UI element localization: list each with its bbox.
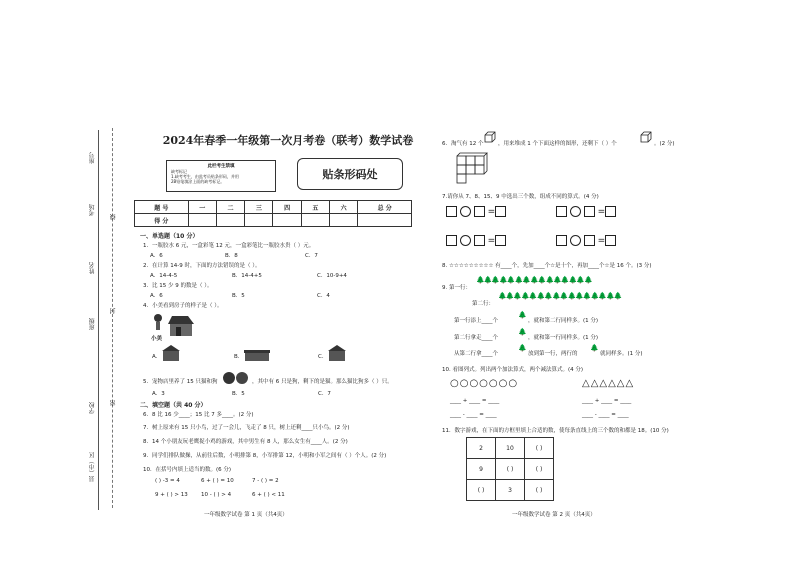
house-view-b-icon bbox=[242, 344, 272, 362]
blank-square[interactable] bbox=[584, 206, 595, 217]
fill-question-6: 6．8 比 16 少____；15 比 7 多____。(2 分) bbox=[143, 412, 254, 418]
question-2: 2．在计算 14-9 时，下面的方法错误的是（ ）。 bbox=[143, 263, 261, 269]
question-3: 3．比 15 少 9 的数是（ ）。 bbox=[143, 283, 213, 289]
tree-icon: 🌲 bbox=[518, 344, 527, 352]
cut-mark-seal: 封 bbox=[110, 308, 117, 314]
circles-group: ○○○○○○○ bbox=[450, 378, 519, 389]
q1-option-b: B．8 bbox=[225, 253, 238, 259]
score-row-label: 得 分 bbox=[135, 214, 189, 227]
r-q10-eq-3: ____ - ____ = ____ bbox=[450, 412, 497, 418]
seat-number-label: 座号 bbox=[89, 152, 96, 164]
equation-template-3: = bbox=[446, 235, 506, 246]
r-question-6-end: 。(2 分) bbox=[654, 141, 675, 147]
page-2-footer: 一年级数学试卷 第 2 页（共4页） bbox=[512, 512, 596, 518]
grid-cell: 9 bbox=[467, 459, 496, 480]
f10-eq-3: 7 - ( ) = 2 bbox=[252, 478, 279, 484]
sidebar-line bbox=[98, 130, 99, 510]
blank-square[interactable] bbox=[446, 206, 457, 217]
fill-question-10: 10．在括号内填上适当的数。(6 分) bbox=[143, 467, 232, 473]
r-q10-eq-2: ____ + ____ = ____ bbox=[582, 398, 632, 404]
notice-line-1: 缺考标记 bbox=[171, 169, 187, 174]
score-header: 总 分 bbox=[358, 201, 412, 214]
tree-row-1-icons: 🌲🌲🌲🌲🌲🌲🌲🌲🌲🌲🌲🌲🌲🌲🌲 bbox=[476, 276, 592, 284]
r-question-7: 7.请你从 7、8、15、9 中选出三个数，组成不同的算式。(4 分) bbox=[442, 194, 599, 200]
score-header: 五 bbox=[301, 201, 329, 214]
f10-eq-5: 10 - ( ) > 4 bbox=[201, 492, 232, 498]
r-q9-line-2: 第二行拿走____个 bbox=[454, 335, 499, 341]
r-q10-eq-4: ____ - ____ = ____ bbox=[582, 412, 629, 418]
blank-square[interactable] bbox=[605, 206, 616, 217]
operator-circle[interactable] bbox=[460, 235, 471, 246]
score-header: 三 bbox=[245, 201, 273, 214]
score-cell bbox=[273, 214, 301, 227]
score-header: 题 号 bbox=[135, 201, 189, 214]
question-5: 5．宠物店里养了 15 只猫和狗 bbox=[143, 379, 218, 385]
blank-square[interactable] bbox=[556, 235, 567, 246]
notice-heading: 此栏考生禁填 bbox=[207, 164, 235, 169]
score-header: 一 bbox=[188, 201, 216, 214]
stacked-cubes-figure bbox=[455, 150, 489, 184]
r-q9-line-1-tail: ，就和第二行同样多。(1 分) bbox=[528, 318, 599, 324]
page-1-footer: 一年级数学试卷 第 1 页（共4页） bbox=[204, 512, 288, 518]
grid-cell[interactable]: ( ) bbox=[525, 459, 554, 480]
tree-icon: 🌲 bbox=[518, 311, 527, 319]
question-4: 4．小美看到房子的样子是（ ）。 bbox=[143, 303, 223, 309]
section-1-heading: 一、单选题（10 分） bbox=[140, 233, 199, 240]
blank-square[interactable] bbox=[474, 206, 485, 217]
operator-circle[interactable] bbox=[570, 206, 581, 217]
exam-room-label: 考场 bbox=[89, 204, 96, 216]
q3-option-a: A．6 bbox=[150, 293, 163, 299]
fill-question-8: 8．14 个小朋友玩老鹰捉小鸡的游戏，其中男生有 8 人，那么女生有____人。(2 分) bbox=[143, 439, 348, 445]
grid-cell: 10 bbox=[496, 438, 525, 459]
q2-option-a: A．14-4-5 bbox=[150, 273, 178, 279]
fill-question-9: 9．同学们排队做操，从前往后数，小明排第 8，小军排第 12，小明和小军之间有（ ）个人。(2 分) bbox=[143, 453, 387, 459]
q2-option-b: B．14-4+5 bbox=[232, 273, 262, 279]
score-cell bbox=[188, 214, 216, 227]
f10-eq-6: 6 + ( ) < 11 bbox=[252, 492, 285, 498]
score-header: 六 bbox=[330, 201, 358, 214]
q4-option-c: C． bbox=[318, 354, 328, 360]
house-view-c-icon bbox=[326, 344, 348, 362]
notice-box bbox=[166, 160, 276, 192]
score-header: 四 bbox=[273, 201, 301, 214]
tree-icon: 🌲 bbox=[518, 328, 527, 336]
q1-option-c: C．7 bbox=[305, 253, 318, 259]
score-header: 二 bbox=[216, 201, 244, 214]
blank-square[interactable] bbox=[495, 206, 506, 217]
r-question-6-mid: ，用来堆成 1 个下面这样的图形，还剩下（ ）个 bbox=[498, 141, 617, 147]
house-view-a-icon bbox=[160, 344, 182, 362]
cut-mark-line: 线 bbox=[110, 214, 117, 220]
notice-line-2: 1.缺考考生，由监考员贴条形码，并用 bbox=[171, 174, 239, 179]
number-grid bbox=[466, 437, 554, 501]
r-q9-line-2-tail: ，就和第一行同样多。(1 分) bbox=[528, 335, 599, 341]
cat-and-dog-icon bbox=[222, 370, 250, 386]
tree-icon: 🌲 bbox=[590, 344, 599, 352]
score-value-row bbox=[135, 214, 412, 227]
triangles-group: △△△△△△ bbox=[582, 378, 635, 389]
cut-line bbox=[112, 128, 113, 508]
grid-cell: 3 bbox=[496, 480, 525, 501]
r-q9-line-3: 从第二行拿____个 bbox=[454, 351, 499, 357]
cube-icon bbox=[640, 131, 652, 143]
r-question-6-start: 6．淘气有 12 个 bbox=[442, 141, 484, 147]
score-cell bbox=[330, 214, 358, 227]
r-question-9: 9. 第一行： bbox=[442, 285, 471, 291]
district-label: 县（市）区 bbox=[89, 452, 96, 482]
operator-circle[interactable] bbox=[460, 206, 471, 217]
blank-square[interactable] bbox=[495, 235, 506, 246]
r-question-10: 10. 看图列式。列出两个加法算式，两个减法算式。(4 分) bbox=[442, 367, 584, 373]
q4-option-b: B． bbox=[234, 354, 244, 360]
blank-square[interactable] bbox=[446, 235, 457, 246]
class-label: 班级 bbox=[89, 318, 96, 330]
q2-option-c: C．10-9+4 bbox=[317, 273, 347, 279]
equation-template-4: = bbox=[556, 235, 616, 246]
r-question-11: 11．数字游戏，在下面的方框里填上合适的数，使每条直线上的三个数的和都是 18。(10 分) bbox=[442, 428, 669, 434]
equation-template-1: = bbox=[446, 206, 506, 217]
r-question-8: 8. ☆☆☆☆☆☆☆☆☆ 有____个，先加____个☆是十个，再加____个☆是 16 个。(3 分) bbox=[442, 263, 652, 269]
score-cell bbox=[301, 214, 329, 227]
tree-row-2-icons: 🌲🌲🌲🌲🌲🌲🌲🌲🌲🌲🌲🌲🌲🌲🌲🌲 bbox=[498, 292, 622, 300]
fill-question-7: 7．树上原来有 15 只小鸟，过了一会儿，飞走了 8 只，树上还剩____只小鸟。(2 分) bbox=[143, 425, 350, 431]
grid-cell[interactable]: ( ) bbox=[525, 438, 554, 459]
blank-square[interactable] bbox=[556, 206, 567, 217]
q5-option-a: A．3 bbox=[152, 391, 165, 397]
blank-square[interactable] bbox=[474, 235, 485, 246]
school-label: 学校 bbox=[89, 402, 96, 414]
r-q9-line-3-tail: 就同样多。(1 分) bbox=[600, 351, 643, 357]
q5-option-c: C．7 bbox=[318, 391, 331, 397]
score-header-row bbox=[135, 201, 412, 214]
grid-cell: 2 bbox=[467, 438, 496, 459]
blank-square[interactable] bbox=[584, 235, 595, 246]
grid-cell[interactable]: ( ) bbox=[496, 459, 525, 480]
grid-cell[interactable]: ( ) bbox=[467, 480, 496, 501]
f10-eq-2: 6 + ( ) = 10 bbox=[201, 478, 234, 484]
q1-option-a: A．6 bbox=[150, 253, 163, 259]
cut-mark-secret: 密 bbox=[110, 400, 117, 406]
q4-option-a: A． bbox=[152, 354, 162, 360]
name-label: 姓名 bbox=[89, 262, 96, 274]
cube-icon bbox=[484, 131, 496, 143]
score-cell bbox=[358, 214, 412, 227]
r-q10-eq-1: ____ + ____ = ____ bbox=[450, 398, 500, 404]
r-q9-row-2-label: 第二行： bbox=[472, 301, 495, 307]
q3-option-c: C．4 bbox=[317, 293, 330, 299]
girl-name-label: 小美 bbox=[151, 336, 163, 342]
f10-eq-1: ( ) -3 = 4 bbox=[155, 478, 180, 484]
exam-title: 2024年春季一年级第一次月考卷（联考）数学试卷 bbox=[162, 134, 414, 147]
question-5-tail: ，其中有 6 只是狗，剩下的是猫。那么猫比狗多（ ）只。 bbox=[252, 379, 393, 385]
blank-square[interactable] bbox=[605, 235, 616, 246]
grid-cell[interactable]: ( ) bbox=[525, 480, 554, 501]
r-q9-line-3-mid: 放到第一行，两行的 bbox=[528, 351, 578, 357]
q3-option-b: B．5 bbox=[232, 293, 245, 299]
section-2-heading: 二、填空题（共 40 分） bbox=[140, 402, 207, 409]
barcode-area: 贴条形码处 bbox=[297, 158, 403, 190]
r-q9-line-1: 第一行添上____个 bbox=[454, 318, 499, 324]
notice-line-3: 2B铅笔填涂上面的缺考标记。 bbox=[171, 179, 225, 184]
f10-eq-4: 9 + ( ) > 13 bbox=[155, 492, 188, 498]
operator-circle[interactable] bbox=[570, 235, 581, 246]
question-1: 1．一瓶胶水 6 元，一盒彩笔 12 元，一盒彩笔比一瓶胶水贵（ ）元。 bbox=[143, 243, 315, 249]
score-cell bbox=[245, 214, 273, 227]
score-cell bbox=[216, 214, 244, 227]
equation-template-2: = bbox=[556, 206, 616, 217]
q5-option-b: B．5 bbox=[232, 391, 245, 397]
score-table bbox=[134, 200, 412, 227]
